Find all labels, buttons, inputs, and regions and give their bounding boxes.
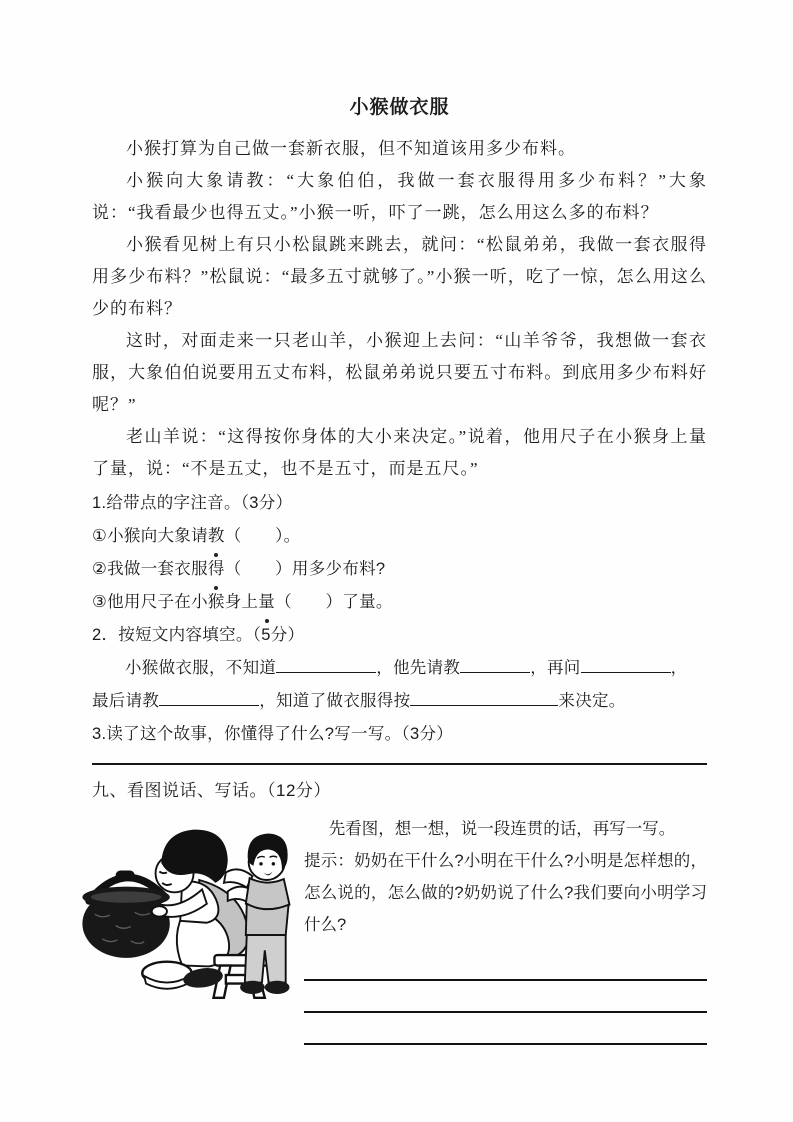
item-text: （ ）。: [224, 527, 301, 545]
passage-paragraph: 老山羊说：“这得按你身体的大小来决定。”说着，他用尺子在小猴身上量了量，说：“不是五丈，也不是五寸，而是五尺。”: [92, 427, 707, 478]
item-text: （ ）了量。: [275, 593, 393, 611]
question-2-fill-line-1: [92, 652, 707, 685]
passage-paragraph: 小猴打算为自己做一套新衣服，但不知道该用多少布料。: [126, 139, 576, 158]
question-1-item-1: [92, 520, 707, 553]
question-3-heading: 3.读了这个故事，你懂得了什么?写一写。（3分）: [92, 725, 454, 743]
fill-text: ，: [670, 659, 688, 677]
passage-paragraph: 小猴看见树上有只小松鼠跳来跳去，就问：“松鼠弟弟，我做一套衣服得用多少布料？”松鼠说：“最多五寸就够了。”小猴一听，吃了一惊，怎么用这么少的布料？: [92, 235, 707, 318]
fill-text: ，知道了做衣服得按: [259, 692, 411, 710]
item-text: ③他用尺子在小猴身上: [92, 593, 259, 611]
emphasized-char: 量: [258, 586, 275, 619]
section-divider-line: [92, 763, 707, 765]
blank-underline: [410, 703, 558, 706]
fill-text: 最后请教: [92, 692, 160, 710]
grandma-and-boy-illustration: [74, 823, 296, 1013]
fill-text: ，他先请教: [376, 659, 461, 677]
passage-paragraph: 这时，对面走来一只老山羊，小猴迎上去问：“山羊爷爷，我想做一套衣服，大象伯伯说要用五丈布料，松鼠弟弟说只要五寸布料。到底用多少布料好呢？”: [92, 331, 707, 414]
blank-underline: [581, 670, 671, 673]
writing-line: [304, 949, 707, 981]
fill-text: ，再问: [530, 659, 581, 677]
questions-block: [92, 487, 707, 751]
fill-text: 小猴做衣服，不知道: [125, 659, 277, 677]
blank-underline: [276, 670, 376, 673]
blank-underline: [159, 703, 259, 706]
question-2-heading: 2．按短文内容填空。（5分）: [92, 626, 305, 644]
emphasized-char: 得: [208, 553, 225, 586]
passage-paragraph: 小猴向大象请教：“大象伯伯，我做一套衣服得用多少布料？”大象说：“我看最少也得五丈。”小猴一听，吓了一跳，怎么用这么多的布料？: [92, 171, 707, 222]
section-nine-intro: 先看图，想一想，说一段连贯的话，再写一写。: [328, 820, 676, 838]
item-text: ①小猴向大象请: [92, 527, 208, 545]
writing-line: [304, 1013, 707, 1045]
item-text: ②我做一套衣服: [92, 560, 208, 578]
item-text: （ ）用多少布料?: [224, 560, 386, 578]
section-nine-hint: 提示：奶奶在干什么?小明在干什么?小明是怎样想的，怎么说的，怎么做的?奶奶说了什么?我们要向小明学习什么?: [304, 852, 707, 934]
section-nine: [92, 775, 707, 1045]
writing-line: [304, 981, 707, 1013]
fill-text: 来决定。: [558, 692, 626, 710]
blank-underline: [460, 670, 530, 673]
section-nine-heading: 九、看图说话、写话。（12分）: [92, 781, 331, 800]
illustration-figure: [74, 813, 304, 1045]
question-1-heading: 1.给带点的字注音。（3分）: [92, 494, 293, 512]
question-1-item-3: [92, 586, 707, 619]
page-title: 小猴做衣服: [349, 97, 450, 118]
question-1-item-2: [92, 553, 707, 586]
emphasized-char: 教: [208, 520, 225, 553]
question-2-fill-line-2: [92, 685, 707, 718]
reading-passage: [92, 133, 707, 485]
